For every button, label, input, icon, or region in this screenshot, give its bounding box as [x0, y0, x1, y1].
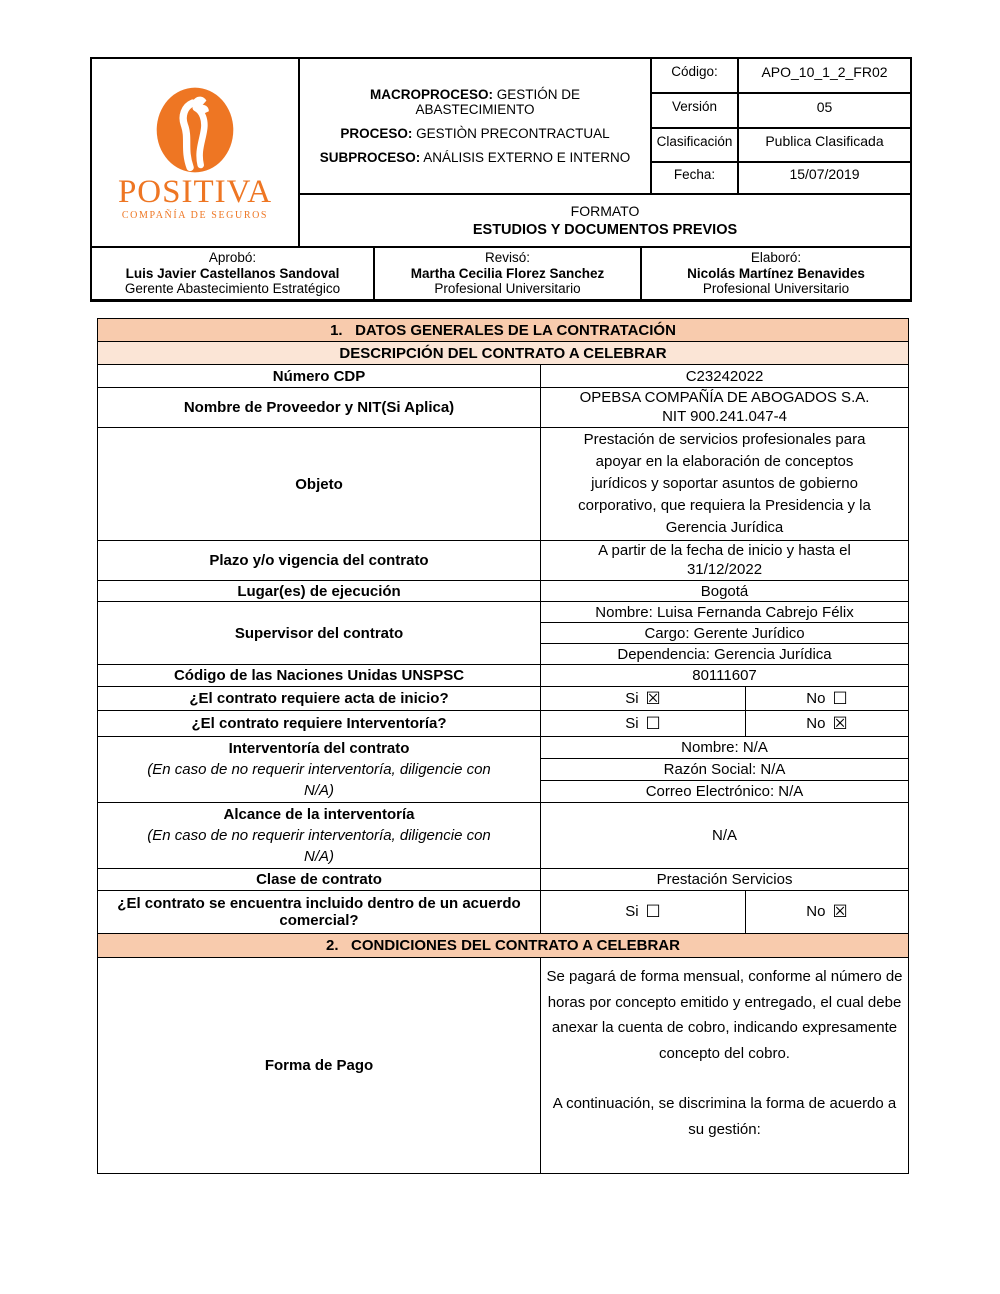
- cdp-label: Número CDP: [98, 365, 541, 388]
- checked-checkbox-icon: ☒: [832, 713, 848, 733]
- signatures-table: [90, 246, 912, 302]
- version-value: 05: [738, 93, 911, 128]
- acuerdo-yes-option: Si ☐: [541, 891, 746, 934]
- prepared-by-name: Nicolás Martínez Benavides: [687, 265, 865, 281]
- approved-by-title: Gerente Abastecimiento Estratégico: [124, 281, 341, 296]
- document-header-table: [90, 57, 912, 248]
- codigo-value: APO_10_1_2_FR02: [738, 58, 911, 93]
- empty-checkbox-icon: ☐: [645, 902, 661, 921]
- lugar-label: Lugar(es) de ejecución: [98, 581, 541, 602]
- supervisor-label: Supervisor del contrato: [98, 602, 541, 665]
- acuerdo-no-option: No ☒: [746, 891, 909, 934]
- objeto-value: Prestación de servicios profesionales para apoyar en la elaboración de conceptos jurídicos y soportar asuntos de gobierno corporativo, que requiera la Presidencia y la Gerencia Jurídica: [541, 428, 909, 541]
- plazo-label: Plazo y/o vigencia del contrato: [98, 541, 541, 581]
- section-2-header: 2. CONDICIONES DEL CONTRATO A CELEBRAR: [98, 934, 909, 958]
- supervisor-nombre: Nombre: Luisa Fernanda Cabrejo Félix: [541, 602, 909, 623]
- lugar-value: Bogotá: [541, 581, 909, 602]
- unspsc-value: 80111607: [541, 665, 909, 687]
- positiva-logo-icon: [154, 86, 236, 174]
- reviewed-by-cell: [374, 247, 641, 300]
- macroproceso-line: MACROPROCESO: GESTIÓN DE ABASTECIMIENTO: [369, 87, 581, 117]
- interventoria-contrato-label: Interventoría del contrato (En caso de no requerir interventoría, diligencie con N/A): [98, 737, 541, 803]
- version-label: Versión: [651, 93, 738, 128]
- contract-table: [97, 318, 909, 1174]
- brand-tagline: COMPAÑÍA DE SEGUROS: [121, 210, 269, 221]
- cdp-value: C23242022: [541, 365, 909, 388]
- codigo-label: Código:: [651, 58, 738, 93]
- supervisor-dependencia: Dependencia: Gerencia Jurídica: [541, 644, 909, 665]
- plazo-value: A partir de la fecha de inicio y hasta el 31/12/2022: [541, 541, 909, 581]
- clasificacion-label: Clasificación: [651, 128, 738, 162]
- reviewed-by-name: Martha Cecilia Florez Sanchez: [410, 265, 605, 281]
- formato-label: FORMATO: [570, 202, 640, 219]
- empty-checkbox-icon: ☐: [645, 713, 661, 733]
- approved-by-name: Luis Javier Castellanos Sandoval: [125, 265, 340, 281]
- interventoria-no-option: No ☒: [746, 711, 909, 737]
- interventoria-nombre: Nombre: N/A: [541, 737, 909, 759]
- approved-by-role: Aprobó:: [208, 250, 257, 265]
- section-1-header: 1. DATOS GENERALES DE LA CONTRATACIÓN: [98, 319, 909, 342]
- proveedor-label: Nombre de Proveedor y NIT(Si Aplica): [98, 388, 541, 428]
- proveedor-value: OPEBSA COMPAÑÍA DE ABOGADOS S.A. NIT 900.241.047-4: [541, 388, 909, 428]
- objeto-label: Objeto: [98, 428, 541, 541]
- alcance-value: N/A: [541, 803, 909, 869]
- fecha-value: 15/07/2019: [738, 162, 911, 194]
- acta-question-label: ¿El contrato requiere acta de inicio?: [98, 687, 541, 711]
- prepared-by-title: Profesional Universitario: [702, 281, 850, 296]
- forma-pago-value: Se pagará de forma mensual, conforme al número de horas por concepto emitido y entregado, el cual debe anexar la cuenta de cobro, indicando expresamente concepto del cobro. A continuación, se discrimina la forma de acuerdo a su gestión:: [541, 958, 909, 1174]
- alcance-label: Alcance de la interventoría (En caso de no requerir interventoría, diligencie con N/A): [98, 803, 541, 869]
- proceso-line: PROCESO: GESTIÒN PRECONTRACTUAL: [340, 126, 610, 141]
- approved-by-cell: [91, 247, 374, 300]
- prepared-by-role: Elaboró:: [750, 250, 802, 265]
- company-logo: [91, 58, 299, 247]
- clasificacion-value: Publica Clasificada: [738, 128, 911, 162]
- clase-label: Clase de contrato: [98, 869, 541, 891]
- prepared-by-cell: [641, 247, 911, 300]
- interventoria-question-label: ¿El contrato requiere Interventoría?: [98, 711, 541, 737]
- unspsc-label: Código de las Naciones Unidas UNSPSC: [98, 665, 541, 687]
- interventoria-razon-social: Razón Social: N/A: [541, 759, 909, 781]
- reviewed-by-role: Revisó:: [484, 250, 530, 265]
- supervisor-cargo: Cargo: Gerente Jurídico: [541, 623, 909, 644]
- reviewed-by-title: Profesional Universitario: [434, 281, 581, 296]
- clase-value: Prestación Servicios: [541, 869, 909, 891]
- empty-checkbox-icon: ☐: [832, 688, 848, 708]
- checked-checkbox-icon: ☒: [645, 688, 661, 708]
- acta-no-option: No ☐: [746, 687, 909, 711]
- document-title: ESTUDIOS Y DOCUMENTOS PREVIOS: [472, 221, 738, 238]
- brand-name: POSITIVA: [117, 174, 273, 210]
- acta-yes-option: Si ☒: [541, 687, 746, 711]
- forma-pago-label: Forma de Pago: [98, 958, 541, 1174]
- acuerdo-question-label: ¿El contrato se encuentra incluido dentro de un acuerdo comercial?: [98, 891, 541, 934]
- fecha-label: Fecha:: [651, 162, 738, 194]
- checked-checkbox-icon: ☒: [832, 902, 848, 921]
- section-1-subheader: DESCRIPCIÓN DEL CONTRATO A CELEBRAR: [98, 342, 909, 365]
- interventoria-yes-option: Si ☐: [541, 711, 746, 737]
- interventoria-correo: Correo Electrónico: N/A: [541, 781, 909, 803]
- formato-title-cell: [299, 194, 911, 247]
- subproceso-line: SUBPROCESO: ANÁLISIS EXTERNO E INTERNO: [319, 150, 631, 165]
- process-info-cell: [299, 58, 651, 194]
